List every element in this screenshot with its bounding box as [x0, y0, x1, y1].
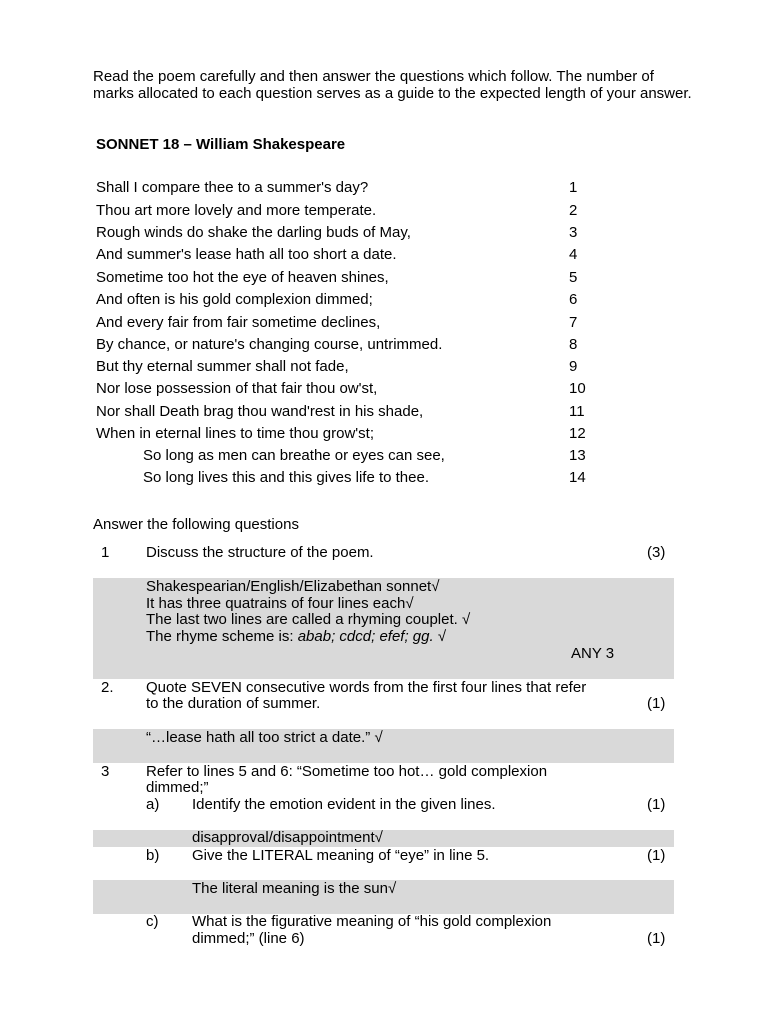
- subquestion-letter: a): [146, 796, 160, 813]
- questions-heading: Answer the following questions: [93, 516, 299, 533]
- subquestion-letter: b): [146, 847, 160, 864]
- answer-line: The last two lines are called a rhyming couplet. √: [146, 611, 471, 628]
- question-number: 2.: [101, 679, 114, 696]
- line-number: 8: [569, 336, 578, 353]
- poem-line: By chance, or nature's changing course, untrimmed.: [96, 336, 443, 353]
- poem-line: And summer's lease hath all too short a date.: [96, 246, 397, 263]
- line-number: 6: [569, 291, 578, 308]
- line-number: 12: [569, 425, 586, 442]
- line-number: 11: [569, 403, 585, 420]
- marks: (3): [647, 544, 666, 561]
- poem-line: Rough winds do shake the darling buds of May,: [96, 224, 411, 241]
- line-number: 10: [569, 380, 586, 397]
- poem-line: And every fair from fair sometime declines,: [96, 314, 381, 331]
- line-number: 3: [569, 224, 578, 241]
- line-number: 14: [569, 469, 586, 486]
- question-text: dimmed;”: [146, 779, 209, 796]
- question-text: Refer to lines 5 and 6: “Sometime too hot… gold complexion: [146, 763, 548, 780]
- line-number: 2: [569, 202, 578, 219]
- poem-line: Nor shall Death brag thou wand'rest in his shade,: [96, 403, 424, 420]
- poem-line: Thou art more lovely and more temperate.: [96, 202, 377, 219]
- tick: √: [433, 628, 447, 645]
- line-number: 7: [569, 314, 578, 331]
- marks: (1): [647, 847, 666, 864]
- line-number: 13: [569, 447, 586, 464]
- answer-box: [93, 830, 674, 847]
- poem-line: Shall I compare thee to a summer's day?: [96, 179, 369, 196]
- any-note: ANY 3: [571, 645, 615, 662]
- line-number: 4: [569, 246, 578, 263]
- line-number: 1: [569, 179, 578, 196]
- answer-line: [146, 628, 446, 645]
- poem-line: So long lives this and this gives life to thee.: [143, 469, 429, 486]
- answer-line: “…lease hath all too strict a date.” √: [146, 729, 383, 746]
- poem-title: SONNET 18 – William Shakespeare: [96, 136, 346, 153]
- answer-line: Shakespearian/English/Elizabethan sonnet√: [146, 578, 440, 595]
- question-number: 3: [101, 763, 110, 780]
- marks: (1): [647, 930, 666, 947]
- poem-line: But thy eternal summer shall not fade,: [96, 358, 349, 375]
- poem-line: Sometime too hot the eye of heaven shines,: [96, 269, 389, 286]
- poem-line: So long as men can breathe or eyes can see,: [143, 447, 445, 464]
- question-text: to the duration of summer.: [146, 695, 321, 712]
- answer-line: It has three quatrains of four lines each√: [146, 595, 414, 612]
- rhyme-scheme: abab; cdcd; efef; gg.: [297, 628, 434, 645]
- instructions: Read the poem carefully and then answer the questions which follow. The number of marks allocated to each question serves as a guide to the expected length of your answer.: [93, 68, 692, 102]
- poem-line: Nor lose possession of that fair thou ow'st,: [96, 380, 378, 397]
- subquestion-letter: c): [146, 913, 159, 930]
- marks: (1): [647, 796, 666, 813]
- line-number: 9: [569, 358, 578, 375]
- subquestion-text: dimmed;” (line 6): [192, 930, 305, 947]
- question-text: Quote SEVEN consecutive words from the first four lines that refer: [146, 679, 587, 696]
- subquestion-text: Identify the emotion evident in the given lines.: [192, 796, 496, 813]
- poem-line: When in eternal lines to time thou grow'st;: [96, 425, 374, 442]
- line-number: 5: [569, 269, 578, 286]
- rhyme-label: The rhyme scheme is:: [146, 628, 298, 645]
- answer-line: disapproval/disappointment√: [192, 829, 383, 846]
- subquestion-text: What is the figurative meaning of “his gold complexion: [192, 913, 552, 930]
- question-text: Discuss the structure of the poem.: [146, 544, 374, 561]
- poem-line: And often is his gold complexion dimmed;: [96, 291, 373, 308]
- marks: (1): [647, 695, 666, 712]
- answer-line: The literal meaning is the sun√: [192, 880, 397, 897]
- question-number: 1: [101, 544, 110, 561]
- subquestion-text: Give the LITERAL meaning of “eye” in line 5.: [192, 847, 490, 864]
